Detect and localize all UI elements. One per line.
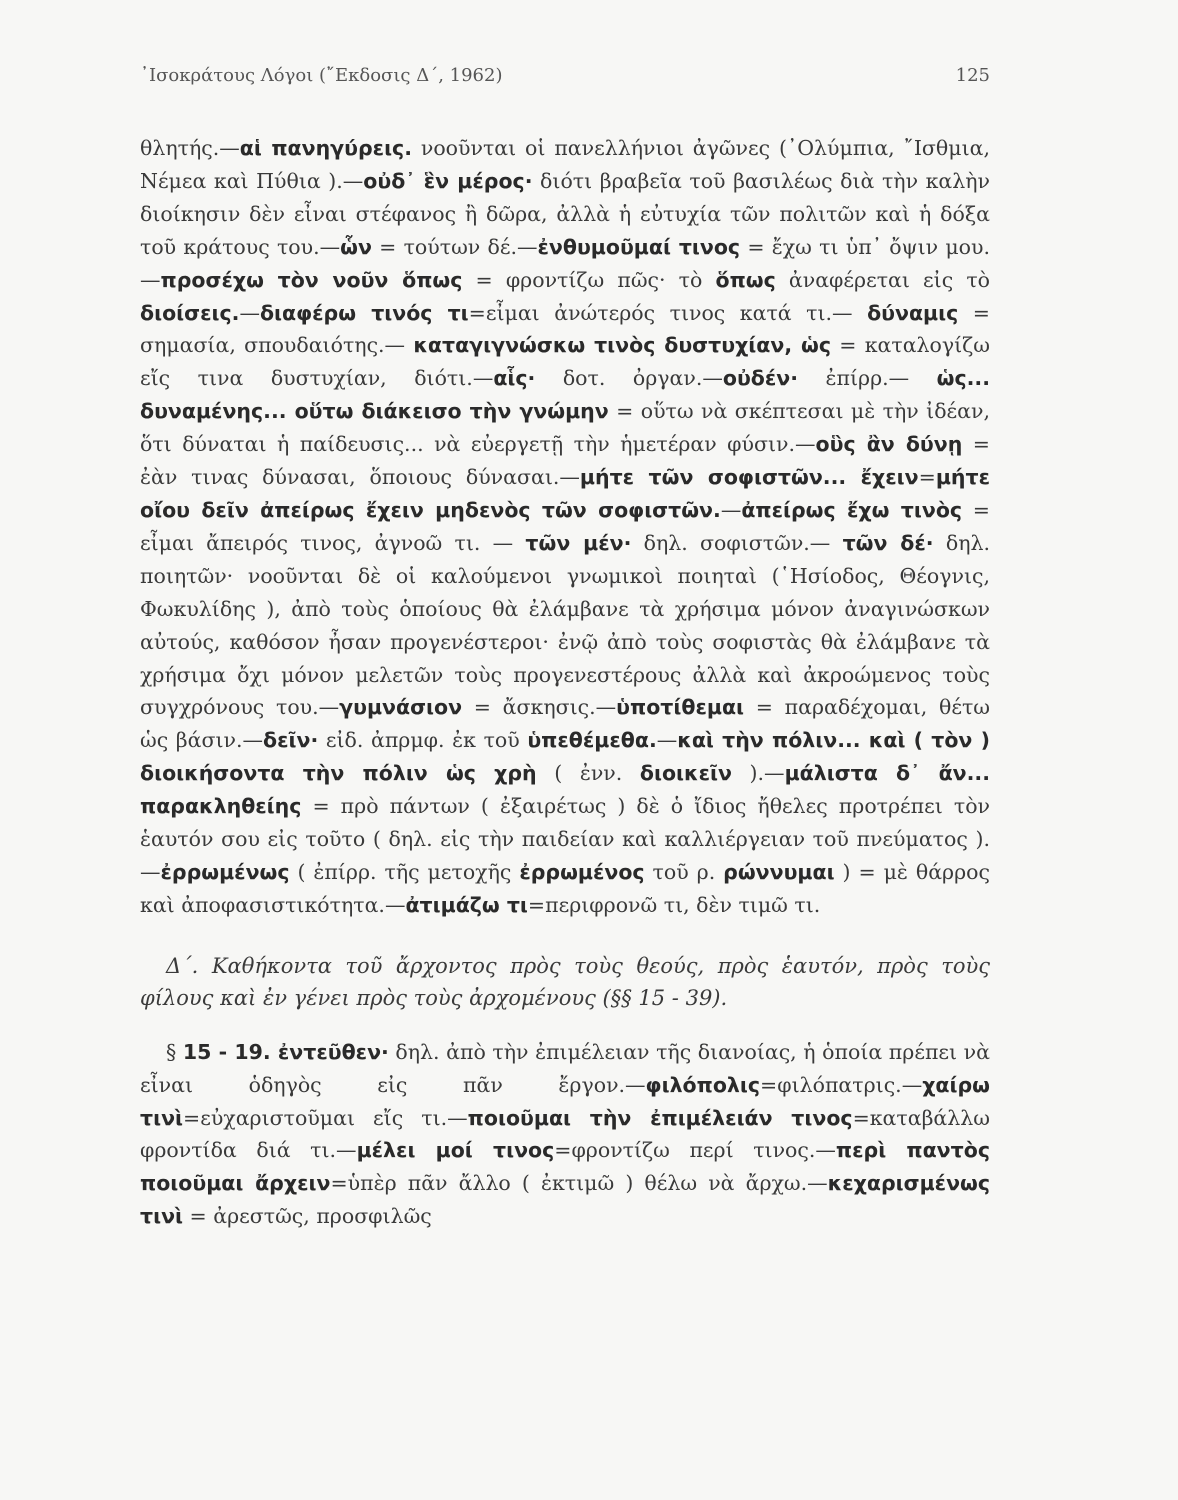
section-heading: Δ΄. Καθήκοντα τοῦ ἄρχοντος πρὸς τοὺς θεούς, πρὸς ἑαυτόν, πρὸς τοὺς φίλους καὶ ἐν γένει πρὸς τοὺς ἀρχομένους (§§ 15 - 39).: [140, 953, 990, 1010]
lemma-term: ἐρρωμένος: [519, 859, 645, 884]
lemma-term: διοικεῖν: [639, 761, 732, 786]
lemma-term: ποιοῦμαι τὴν ἐπιμέλειάν τινος: [467, 1105, 853, 1130]
lemma-term: δεῖν·: [263, 728, 319, 753]
lemma-term: ρώννυμαι: [723, 859, 835, 884]
page-number: 125: [955, 64, 990, 86]
gloss-text: θλητής.—: [140, 136, 240, 160]
running-header: [140, 55, 990, 95]
gloss-text: =ὑπὲρ πᾶν ἄλλο ( ἐκτιμῶ ) θέλω νὰ ἄρχω.—: [330, 1171, 828, 1196]
lemma-term: κεχαρισμένως τινὶ: [140, 1171, 991, 1229]
lemma-term: διοίσεις.: [140, 300, 240, 325]
gloss-text: =: [918, 465, 936, 490]
document-page: [140, 55, 990, 1233]
lemma-term: προσέχω τὸν νοῦν ὅπως: [160, 267, 463, 292]
gloss-text: τοῦ ρ.: [644, 859, 724, 884]
gloss-text: ( ἐνν.: [536, 761, 640, 786]
gloss-text: ἀναφέρεται εἰς τὸ: [775, 267, 991, 292]
gloss-text: δηλ. ποιητῶν· νοοῦνται δὲ οἱ καλούμενοι γνωμικοὶ ποιηταὶ (῾Ησίοδος, Θέογνις, Φωκυλίδης ), ἀπὸ τοὺς ὁποίους θὰ ἐλάμβανε τὰ χρήσιμα μόνον ἀναγινώσκων αὐτούς, καθόσον ἦσαν προγενέστεροι· ἐνῷ ἀπὸ τοὺς σοφιστὰς θὰ ἐλάμβανε τὰ χρήσιμα ὄχι μόνον μελετῶν τοὺς προγενεστέρους ἀλλὰ καὶ ἀκροώμενος τοὺς συγχρόνους του.—: [140, 530, 990, 720]
gloss-text: =εἶμαι ἀνώτερός τινος κατά τι.—: [468, 300, 868, 325]
gloss-text: διότι βραβεῖα τοῦ βασιλέως διὰ τὴν καλὴν διοίκησιν δὲν εἶναι στέφανος ἢ δῶρα, ἀλλὰ ἡ εὐτυχία τῶν πολιτῶν καὶ ἡ δόξα τοῦ κράτους του.—: [140, 168, 990, 259]
lemma-term: ὧν: [340, 234, 372, 259]
lemma-term: δύναμις: [867, 300, 959, 325]
gloss-text: ἐπίρρ.—: [798, 366, 937, 391]
lemma-term: οὐδέν·: [722, 366, 799, 391]
lemma-term: φιλόπολις: [645, 1072, 761, 1097]
gloss-text: =φιλόπατρις.—: [760, 1072, 923, 1097]
gloss-text: =περιφρονῶ τι, δὲν τιμῶ τι.: [527, 892, 821, 917]
lemma-term: ἐνθυμοῦμαί τινος: [537, 234, 741, 259]
gloss-text: ) = μὲ θάρρος καὶ ἀποφασιστικότητα.—: [140, 859, 990, 917]
lemma-term: διαφέρω τινός τι: [259, 300, 469, 325]
gloss-text: = εἶμαι ἄπειρός τινος, ἀγνοῶ τι. —: [140, 497, 990, 555]
commentary-paragraph: [140, 132, 990, 922]
header-title: ᾿Ισοκράτους Λόγοι (῎Εκδοσις Δ΄, 1962): [140, 64, 503, 86]
gloss-text: ).—: [731, 761, 785, 786]
gloss-text: = ἀρεστῶς, προσφιλῶς: [183, 1204, 432, 1229]
lemma-term: οὐδ᾿ ἓν μέρος·: [363, 168, 533, 193]
lemma-term: καὶ τὴν πόλιν... καὶ ( τὸν ) διοικήσοντα τὴν πόλιν ὡς χρὴ: [140, 728, 990, 786]
gloss-text: εἰδ. ἀπρμφ. ἐκ τοῦ: [318, 728, 528, 753]
gloss-text: = ἄσκησις.—: [462, 695, 617, 720]
lemma-term: ὡς... δυναμένης... οὕτω διάκεισο τὴν γνώμην: [140, 366, 991, 424]
gloss-text: ( ἐπίρρ. τῆς μετοχῆς: [289, 859, 520, 884]
gloss-text: = καταλογίζω εἴς τινα δυστυχίαν, διότι.—: [140, 333, 990, 391]
lemma-term: μήτε οἴου δεῖν ἀπείρως ἔχειν μηδενὸς τῶν σοφιστῶν.: [140, 465, 990, 522]
lemma-term: τῶν δέ·: [842, 530, 934, 555]
gloss-text: = ἔχω τι ὑπ᾿ ὄψιν μου.—: [140, 234, 990, 292]
gloss-text: = τούτων δέ.—: [371, 234, 538, 259]
lemma-term: ὑποτίθεμαι: [616, 695, 745, 720]
lemma-term: μέλει μοί τινος: [356, 1138, 555, 1163]
lemma-term: οὓς ἂν δύνῃ: [815, 432, 963, 457]
gloss-text: = ἐὰν τινας δύνασαι, ὅποιους δύνασαι.—: [140, 432, 990, 490]
gloss-text: δηλ. ἀπὸ τὴν ἐπιμέλειαν τῆς διανοίας, ἡ ὁποία πρέπει νὰ εἶναι ὁδηγὸς εἰς πᾶν ἔργον.—: [140, 1039, 990, 1097]
lemma-term: ἀτιμάζω τι: [405, 892, 528, 917]
lemma-term: αἷς·: [493, 366, 536, 391]
gloss-text: δηλ. σοφιστῶν.—: [631, 530, 843, 555]
lemma-term: ἐρρωμένως: [160, 859, 290, 884]
gloss-text: = φροντίζω πῶς· τὸ: [462, 267, 716, 292]
gloss-text: =εὐχαριστοῦμαι εἴς τι.—: [183, 1105, 468, 1130]
gloss-text: = σημασία, σπουδαιότης.—: [140, 300, 990, 358]
gloss-text: §: [166, 1039, 183, 1064]
lemma-term: ἀπείρως ἔχω τινὸς: [741, 497, 963, 522]
lemma-term: καταγιγνώσκω τινὸς δυστυχίαν, ὡς: [413, 333, 831, 358]
gloss-text: =καταβάλλω φροντίδα διά τι.—: [140, 1105, 990, 1163]
gloss-text: δοτ. ὀργαν.—: [535, 366, 723, 391]
lemma-term: ὅπως: [715, 267, 776, 292]
lemma-term: 15 - 19. ἐντεῦθεν·: [182, 1039, 389, 1064]
lemma-term: γυμνάσιον: [339, 695, 463, 720]
gloss-text: —: [720, 497, 742, 522]
gloss-text: νοοῦνται οἱ πανελλήνιοι ἀγῶνες (᾿Ολύμπια, ῎Ισθμια, Νέμεα καὶ Πύθια ).—: [140, 136, 990, 193]
lemma-term: τῶν μέν·: [525, 530, 632, 555]
gloss-text: = οὕτω νὰ σκέπτεσαι μὲ τὴν ἰδέαν, ὅτι δύναται ἡ παίδευσις... νὰ εὐεργετῇ τὴν ἡμετέραν φύσιν.—: [140, 399, 990, 457]
lemma-term: μήτε τῶν σοφιστῶν... ἔχειν: [579, 465, 919, 490]
gloss-text: = παραδέχομαι, θέτω ὡς βάσιν.—: [140, 695, 991, 753]
gloss-text: = πρὸ πάντων ( ἐξαιρέτως ) δὲ ὁ ἴδιος ἤθελες προτρέπει τὸν ἑαυτόν σου εἰς τοῦτο ( δηλ. εἰς τὴν παιδείαν καὶ καλλιέργειαν τοῦ πνεύματος ).—: [140, 794, 990, 884]
gloss-text: =φροντίζω περί τινος.—: [554, 1138, 836, 1163]
lemma-term: χαίρω τινὶ: [140, 1072, 990, 1130]
lemma-term: αἱ πανηγύρεις.: [239, 136, 412, 160]
lemma-term: περὶ παντὸς ποιοῦμαι ἄρχειν: [140, 1138, 990, 1196]
gloss-text: —: [656, 728, 678, 753]
lemma-term: μάλιστα δ᾿ ἄν... παρακληθείης: [140, 761, 990, 819]
section-commentary-paragraph: [140, 1036, 990, 1233]
gloss-text: —: [239, 300, 260, 325]
lemma-term: ὑπεθέμεθα.: [527, 728, 657, 753]
